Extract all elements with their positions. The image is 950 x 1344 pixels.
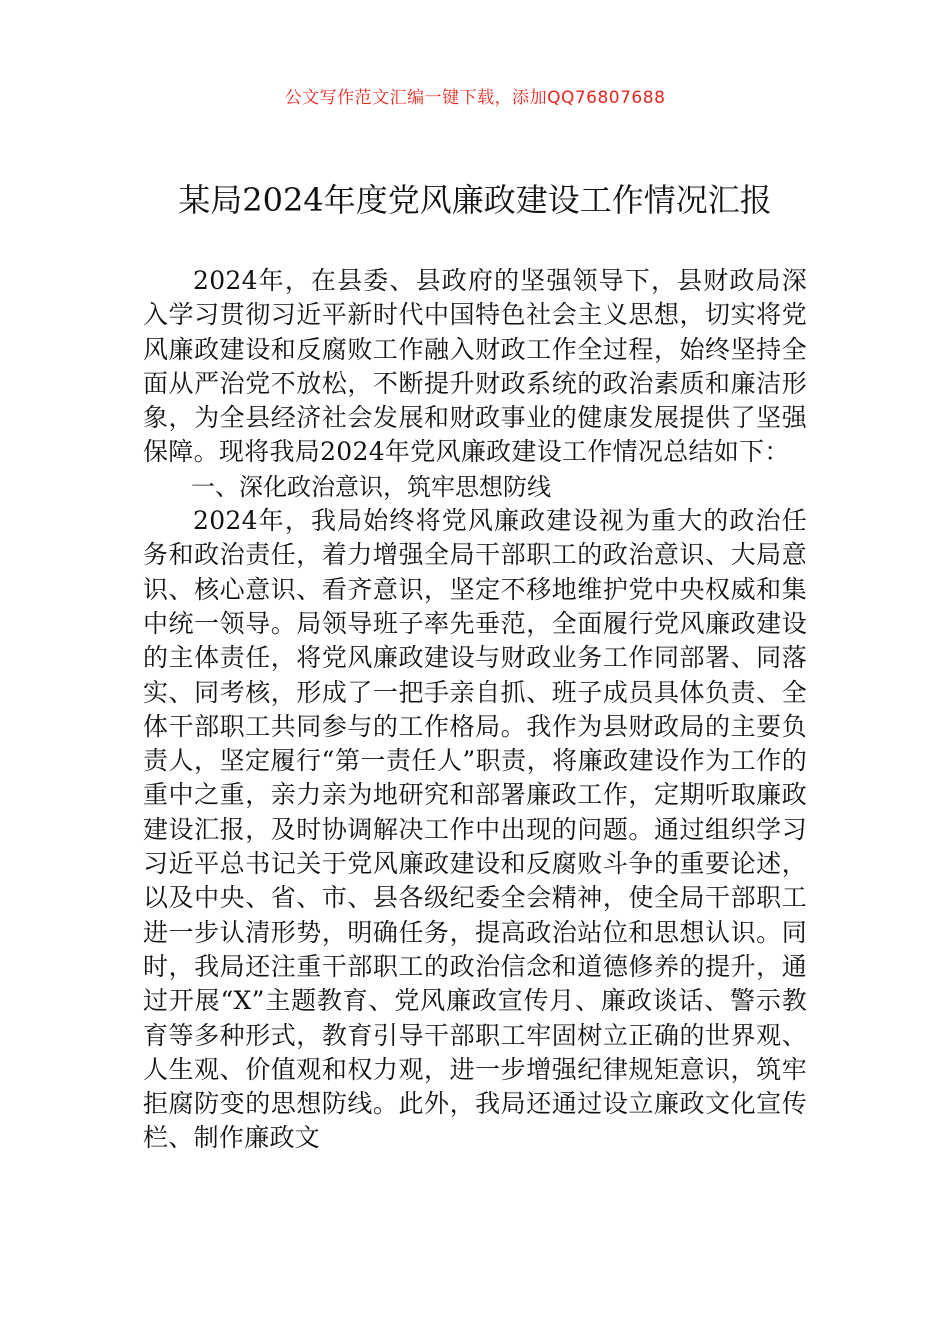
section-1-paragraph: 2024年，我局始终将党风廉政建设视为重大的政治任务和政治责任，着力增强全局干部职工的政治意识、大局意识、核心意识、看齐意识，坚定不移地维护党中央权威和集中统一领导。局领导班子率先垂范，全面履行党风廉政建设的主体责任，将党风廉政建设与财政业务工作同部署、同落实、同考核，形成了一把手亲自抓、班子成员具体负责、全体干部职工共同参与的工作格局。我作为县财政局的主要负责人，坚定履行“第一责任人”职责，将廉政建设作为工作的重中之重，亲力亲为地研究和部署廉政工作，定期听取廉政建设汇报，及时协调解决工作中出现的问题。通过组织学习习近平总书记关于党风廉政建设和反腐败斗争的重要论述，以及中央、省、市、县各级纪委全会精神，使全局干部职工进一步认清形势，明确任务，提高政治站位和思想认识。同时，我局还注重干部职工的政治信念和道德修养的提升，通过开展“X”主题教育、党风廉政宣传月、廉政谈话、警示教育等多种形式，教育引导干部职工牢固树立正确的世界观、人生观、价值观和权力观，进一步增强纪律规矩意识，筑牢拒腐防变的思想防线。此外，我局还通过设立廉政文化宣传栏、制作廉政文	[143, 506, 807, 1153]
section-heading-1: 一、深化政治意识，筑牢思想防线	[191, 472, 551, 501]
document-title: 某局2024年度党风廉政建设工作情况汇报	[178, 181, 772, 219]
watermark-text: 公文写作范文汇编一键下载，添加QQ76807688	[284, 88, 666, 108]
intro-paragraph: 2024年，在县委、县政府的坚强领导下，县财政局深入学习贯彻习近平新时代中国特色社会主义思想，切实将党风廉政建设和反腐败工作融入财政工作全过程，始终坚持全面从严治党不放松，不断提升财政系统的政治素质和廉洁形象，为全县经济社会发展和财政事业的健康发展提供了坚强保障。现将我局2024年党风廉政建设工作情况总结如下：	[143, 266, 807, 467]
document-body	[143, 264, 807, 1156]
